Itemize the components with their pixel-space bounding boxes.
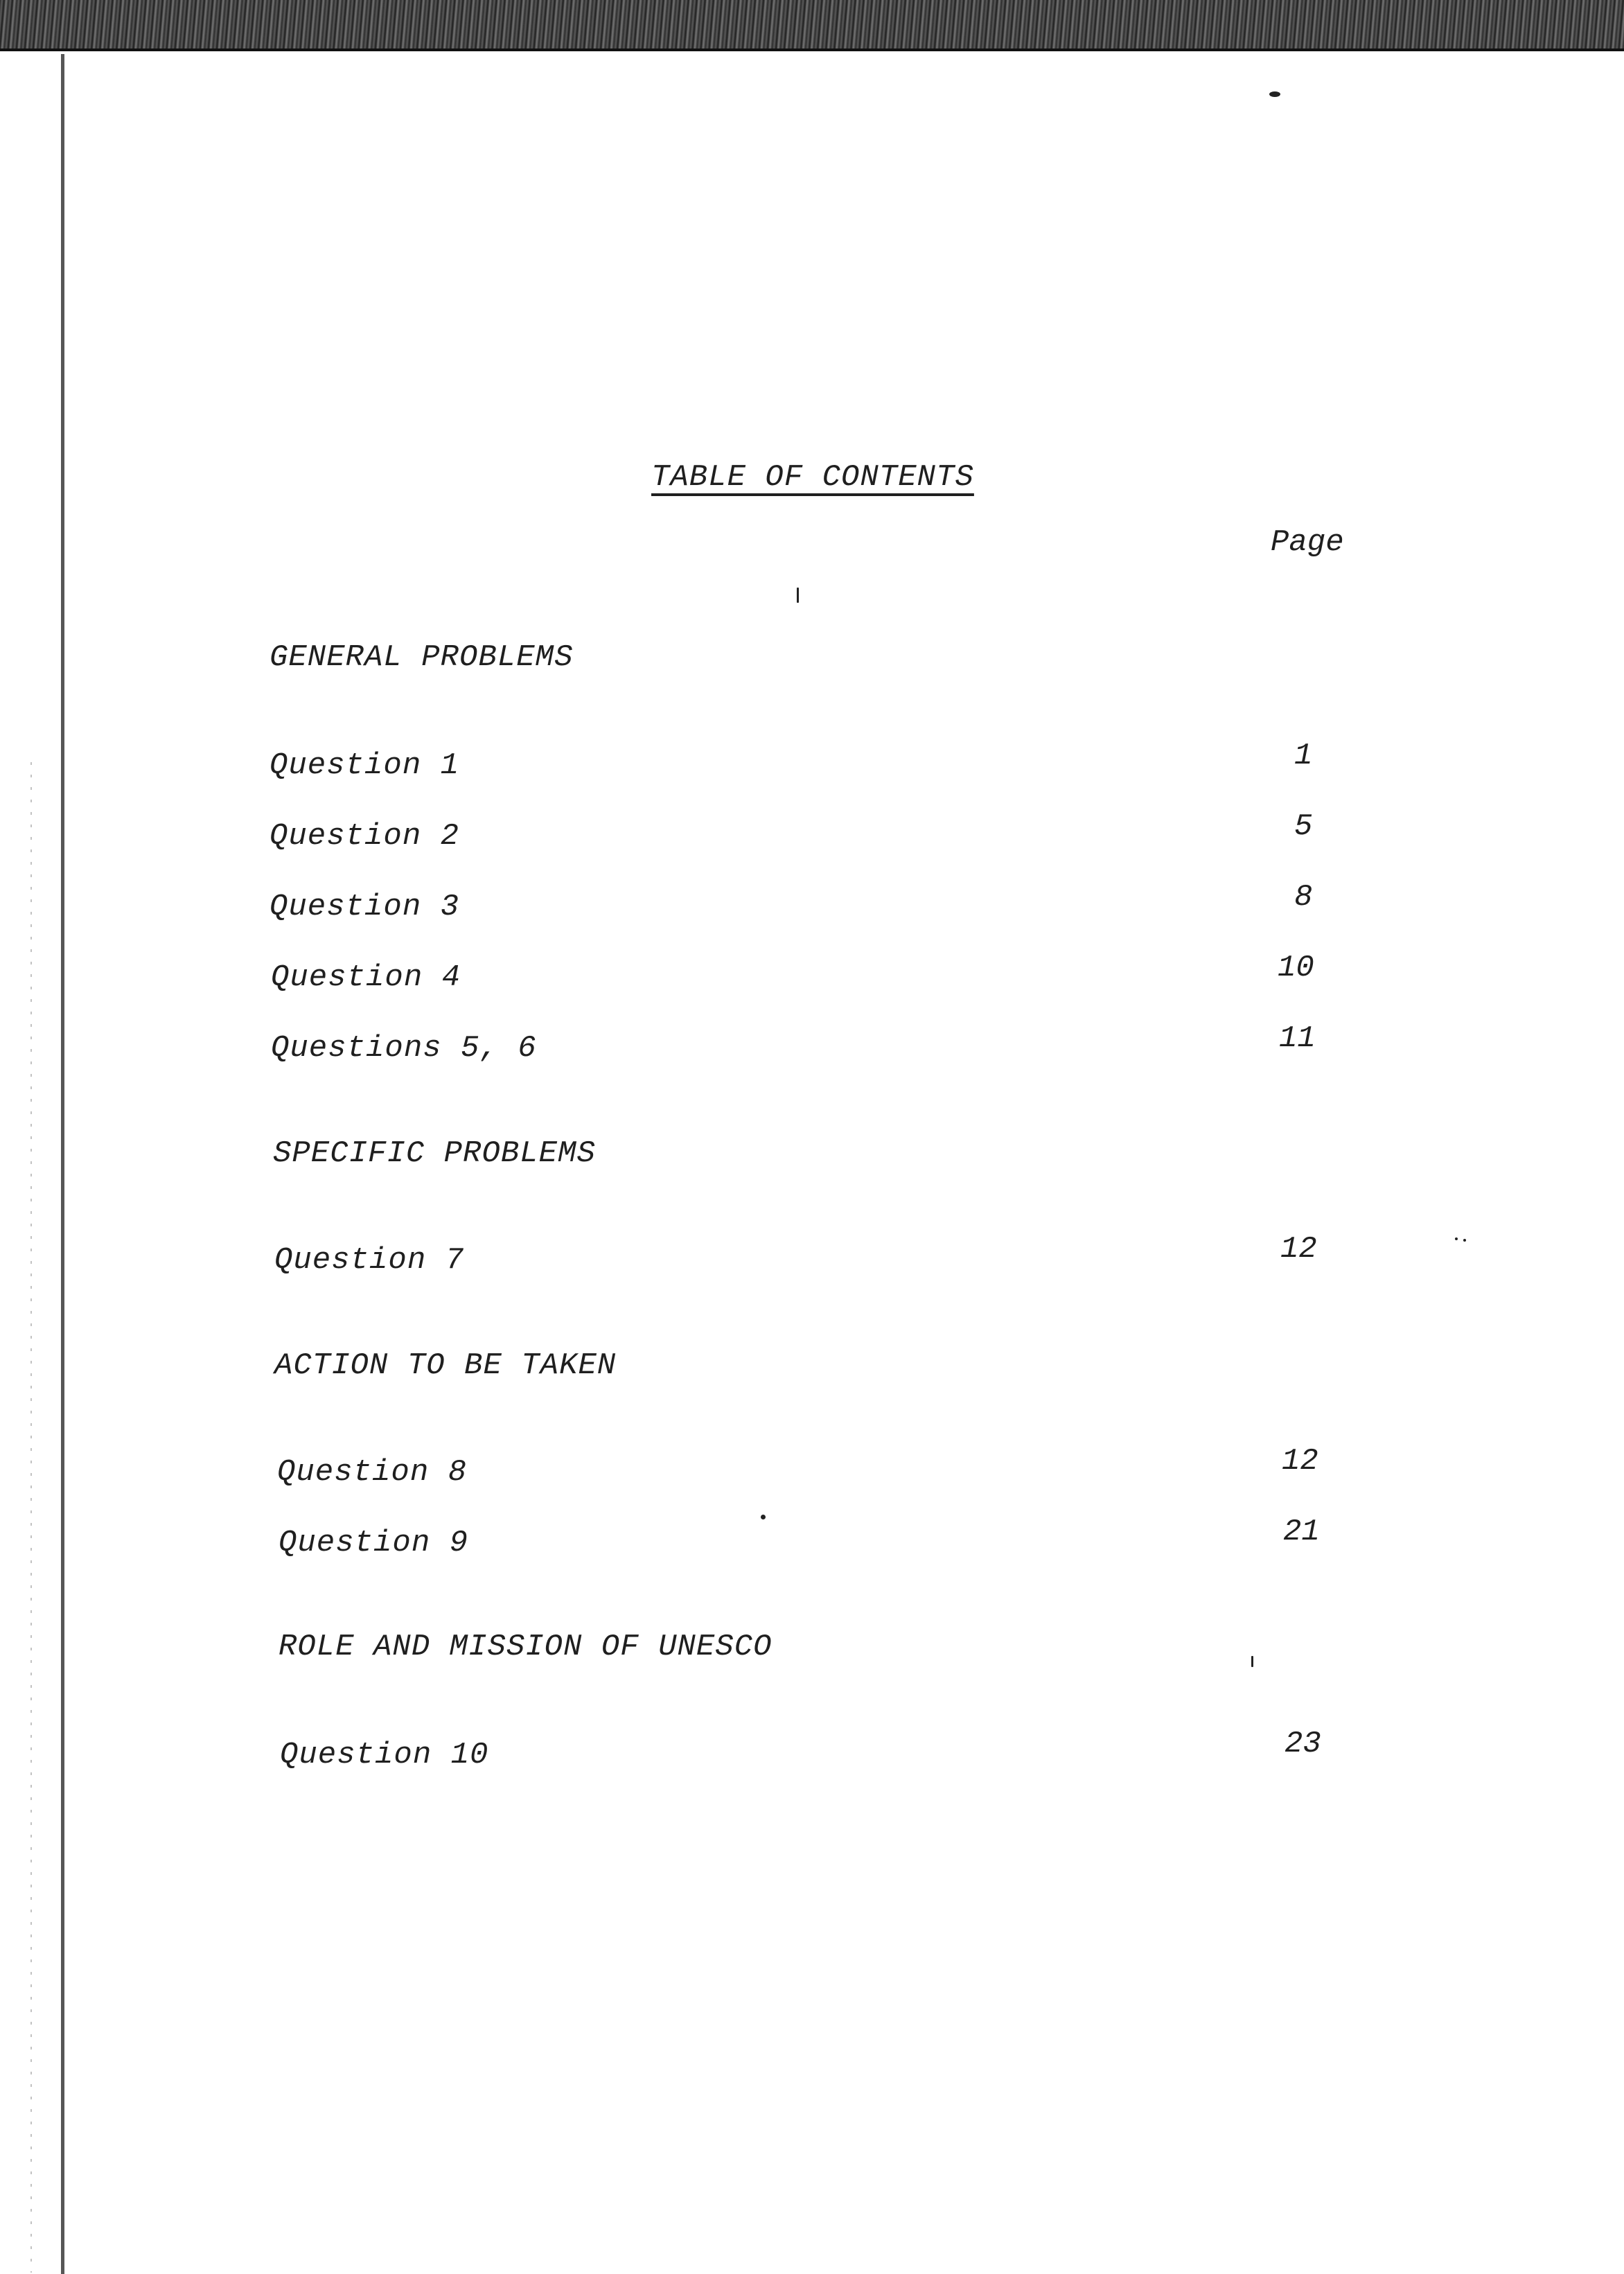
page-number-question-1: 1 <box>1294 739 1313 773</box>
scan-speck <box>1463 1239 1466 1242</box>
section-heading-action-to-be-taken: ACTION TO BE TAKEN <box>274 1348 617 1383</box>
page-number-questions-5-6: 11 <box>1279 1021 1316 1056</box>
toc-entry-question-7: Question 7 <box>274 1243 465 1278</box>
scan-speck <box>1251 1656 1253 1667</box>
page-number-question-9: 21 <box>1283 1515 1320 1549</box>
scan-border-top <box>0 0 1624 51</box>
page-number-question-7: 12 <box>1280 1232 1317 1267</box>
toc-title: TABLE OF CONTENTS <box>651 460 974 495</box>
page-number-question-10: 23 <box>1285 1727 1321 1761</box>
page-number-question-3: 8 <box>1294 880 1313 915</box>
toc-entry-question-2: Question 2 <box>270 819 460 854</box>
page-number-question-8: 12 <box>1282 1444 1318 1479</box>
toc-entry-question-4: Question 4 <box>271 960 461 995</box>
scan-binding-edge <box>61 54 64 2274</box>
section-heading-role-and-mission-of-unesco: ROLE AND MISSION OF UNESCO <box>279 1630 773 1664</box>
scan-speck <box>1455 1237 1458 1240</box>
scan-speck <box>797 588 799 603</box>
page-column-label: Page <box>1271 525 1344 560</box>
toc-entry-questions-5-6: Questions 5, 6 <box>271 1031 537 1066</box>
scan-speck <box>761 1515 766 1519</box>
section-heading-general-problems: GENERAL PROBLEMS <box>270 640 574 675</box>
page-number-question-4: 10 <box>1278 951 1314 985</box>
page-number-question-2: 5 <box>1294 809 1313 844</box>
scan-margin-dots <box>30 762 32 2273</box>
toc-entry-question-1: Question 1 <box>270 748 460 783</box>
toc-entry-question-3: Question 3 <box>270 890 460 924</box>
section-heading-specific-problems: SPECIFIC PROBLEMS <box>273 1136 596 1171</box>
toc-entry-question-10: Question 10 <box>280 1738 489 1772</box>
toc-entry-question-9: Question 9 <box>279 1526 469 1560</box>
scan-speck <box>1269 91 1280 97</box>
toc-entry-question-8: Question 8 <box>277 1455 468 1490</box>
